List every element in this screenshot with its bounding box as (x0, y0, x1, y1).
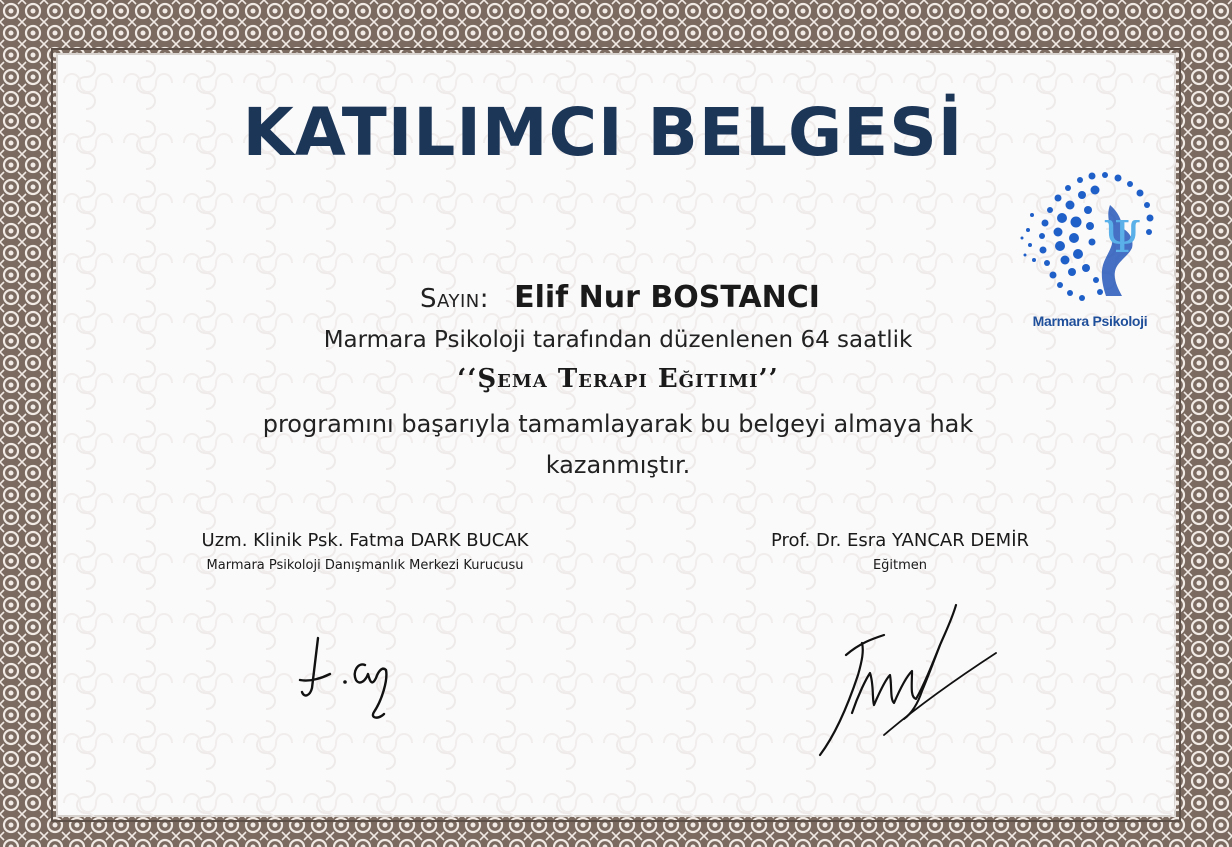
recipient-name: Elif Nur BOSTANCI (514, 280, 820, 315)
completion-text-line1: programını başarıyla tamamlayarak bu belgeyi almaya hak (262, 410, 974, 438)
svg-text:Ψ: Ψ (1102, 212, 1142, 263)
intro-text: Marmara Psikoloji tarafından düzenlenen 64 saatlik (323, 327, 913, 353)
signatory-name-right: Prof. Dr. Esra YANCAR DEMİR (770, 530, 1030, 551)
signatory-role-left: Marmara Psikoloji Danışmanlık Merkezi Kurucusu (206, 558, 524, 573)
completion-text-line2: kazanmıştır. (545, 451, 691, 479)
signature-right (800, 595, 1010, 765)
course-title: ‘‘Şema Terapi Eğitimi’’ (457, 364, 779, 394)
recipient-line (0, 280, 1232, 315)
signatory-name-left: Uzm. Klinik Psk. Fatma DARK BUCAK (201, 530, 529, 551)
salutation: Sayın: (420, 284, 489, 314)
signature-left (290, 620, 410, 730)
signatory-role-right: Eğitmen (872, 558, 928, 573)
certificate-title: KATILIMCI BELGESİ (242, 94, 964, 171)
logo-text: Marmara Psikoloji (1032, 313, 1148, 329)
